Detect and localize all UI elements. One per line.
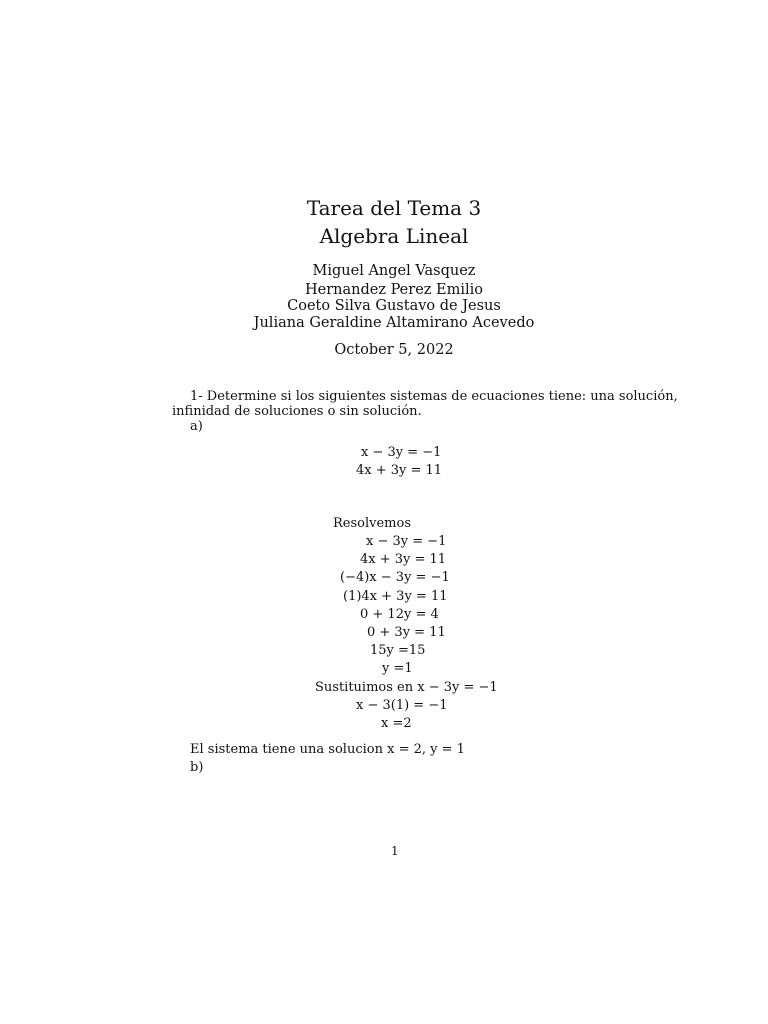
system-a-equation-2: 4x + 3y = 11 <box>356 463 443 478</box>
sub-step-1: x − 3(1) = −1 <box>356 698 448 713</box>
step-4: (1)4x + 3y = 11 <box>343 589 448 604</box>
author-2: Hernandez Perez Emilio <box>304 282 483 298</box>
step-2: 4x + 3y = 11 <box>360 552 447 567</box>
title-line-2: Algebra Lineal <box>319 224 469 248</box>
author-3: Coeto Silva Gustavo de Jesus <box>287 298 501 314</box>
step-5: 0 + 12y = 4 <box>360 607 439 622</box>
document-date: October 5, 2022 <box>334 342 454 358</box>
part-b-label: b) <box>190 760 204 775</box>
title-line-1: Tarea del Tema 3 <box>306 196 482 220</box>
author-1: Miguel Angel Vasquez <box>312 263 476 279</box>
sustituimos-line: Sustituimos en x − 3y = −1 <box>315 680 498 695</box>
author-4: Juliana Geraldine Altamirano Acevedo <box>253 315 535 331</box>
step-6: 0 + 3y = 11 <box>367 625 446 640</box>
conclusion-text: El sistema tiene una solucion x = 2, y = 1 <box>190 742 465 757</box>
sub-step-2: x =2 <box>381 716 412 731</box>
problem-intro-line-2: infinidad de soluciones o sin solución. <box>172 404 422 419</box>
step-7: 15y =15 <box>370 643 426 658</box>
resolvemos-label: Resolvemos <box>333 516 411 531</box>
problem-intro-line-1: 1- Determine si los siguientes sistemas de ecuaciones tiene: una solución, <box>190 389 678 404</box>
step-1: x − 3y = −1 <box>366 534 447 549</box>
page-number: 1 <box>391 844 399 858</box>
step-8: y =1 <box>382 661 413 676</box>
system-a-equation-1: x − 3y = −1 <box>361 445 442 460</box>
step-3: (−4)x − 3y = −1 <box>340 570 450 585</box>
part-a-label: a) <box>190 419 203 434</box>
